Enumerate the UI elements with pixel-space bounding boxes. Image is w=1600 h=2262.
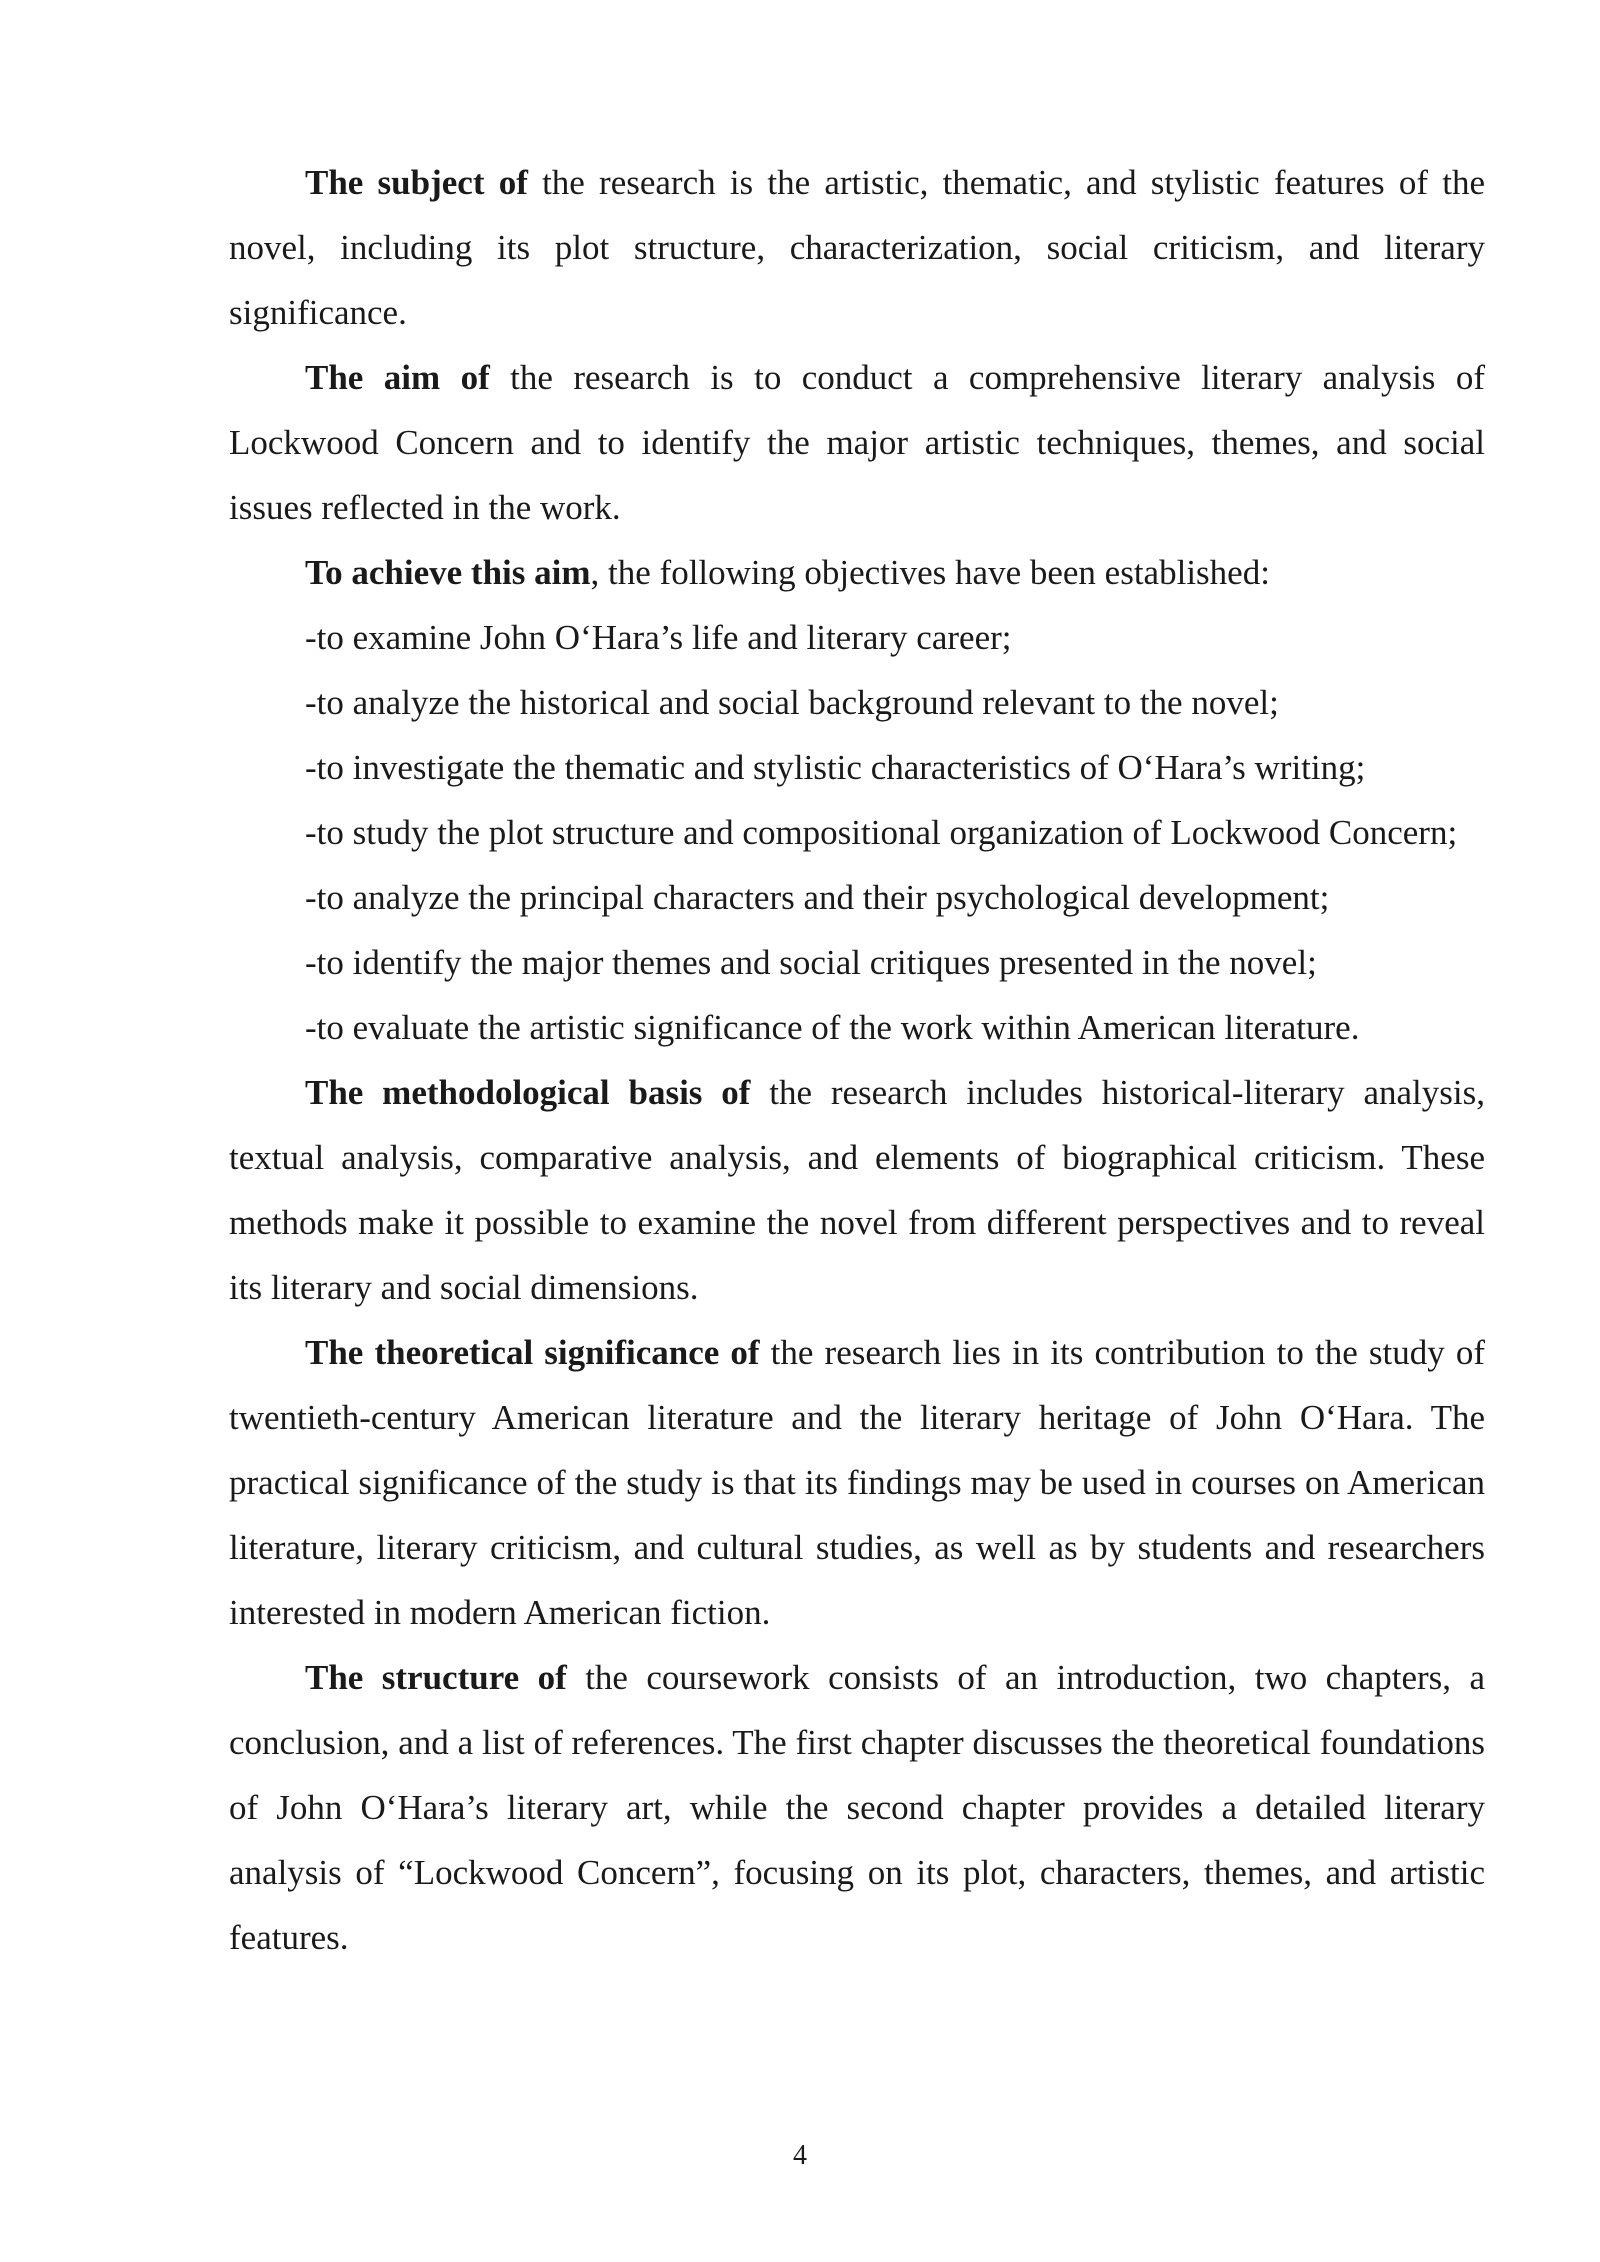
- objective-item: -to examine John O‘Hara’s life and literary career;: [305, 618, 1012, 657]
- objective-item: -to identify the major themes and social critiques presented in the novel;: [305, 943, 1317, 982]
- subject-heading: The subject of: [305, 163, 528, 202]
- subject-text: the research is the artistic, thematic, and stylistic features of the novel, including its plot structure, characterization, social criticism, and literary significance.: [229, 163, 1485, 332]
- body-text: [229, 150, 1485, 1970]
- objectives-list: [229, 605, 1485, 1060]
- aim-heading: The aim of: [305, 358, 490, 397]
- objectives-heading: To achieve this aim: [305, 553, 591, 592]
- paragraph-subject: [229, 150, 1485, 345]
- methodology-heading: The methodological basis of: [305, 1073, 751, 1112]
- objective-item: -to analyze the historical and social background relevant to the novel;: [305, 683, 1279, 722]
- paragraph-significance: [229, 1320, 1485, 1645]
- page-number: 4: [793, 2140, 807, 2171]
- objective-item: -to analyze the principal characters and their psychological development;: [305, 878, 1330, 917]
- paragraph-aim: [229, 345, 1485, 540]
- methodology-text: the research includes historical-literary analysis, textual analysis, comparative analysis, and elements of biographical criticism. These methods make it possible to examine the novel from different perspectives and to reveal its literary and social dimensions.: [229, 1073, 1485, 1307]
- objective-item: -to investigate the thematic and stylistic characteristics of O‘Hara’s writing;: [305, 748, 1366, 787]
- paragraph-structure: [229, 1645, 1485, 1970]
- structure-text: the coursework consists of an introduction, two chapters, a conclusion, and a list of references. The first chapter discusses the theoretical foundations of John O‘Hara’s literary art, while the second chapter provides a detailed literary analysis of “Lockwood Concern”, focusing on its plot, characters, themes, and artistic features.: [229, 1658, 1485, 1957]
- significance-text: the research lies in its contribution to the study of twentieth-century American literature and the literary heritage of John O‘Hara. The practical significance of the study is that its findings may be used in courses on American literature, literary criticism, and cultural studies, as well as by students and researchers interested in modern American fiction.: [229, 1333, 1485, 1632]
- structure-heading: The structure of: [305, 1658, 567, 1697]
- paragraph-objectives: [229, 540, 1485, 605]
- objectives-text: , the following objectives have been established:: [590, 553, 1270, 592]
- significance-heading: The theoretical significance of: [305, 1333, 760, 1372]
- aim-text: the research is to conduct a comprehensive literary analysis of Lockwood Concern and to identify the major artistic techniques, themes, and social issues reflected in the work.: [229, 358, 1485, 527]
- objective-item: -to study the plot structure and compositional organization of Lockwood Concern;: [305, 813, 1458, 852]
- objective-item: -to evaluate the artistic significance of the work within American literature.: [305, 1008, 1360, 1047]
- paragraph-methodology: [229, 1060, 1485, 1320]
